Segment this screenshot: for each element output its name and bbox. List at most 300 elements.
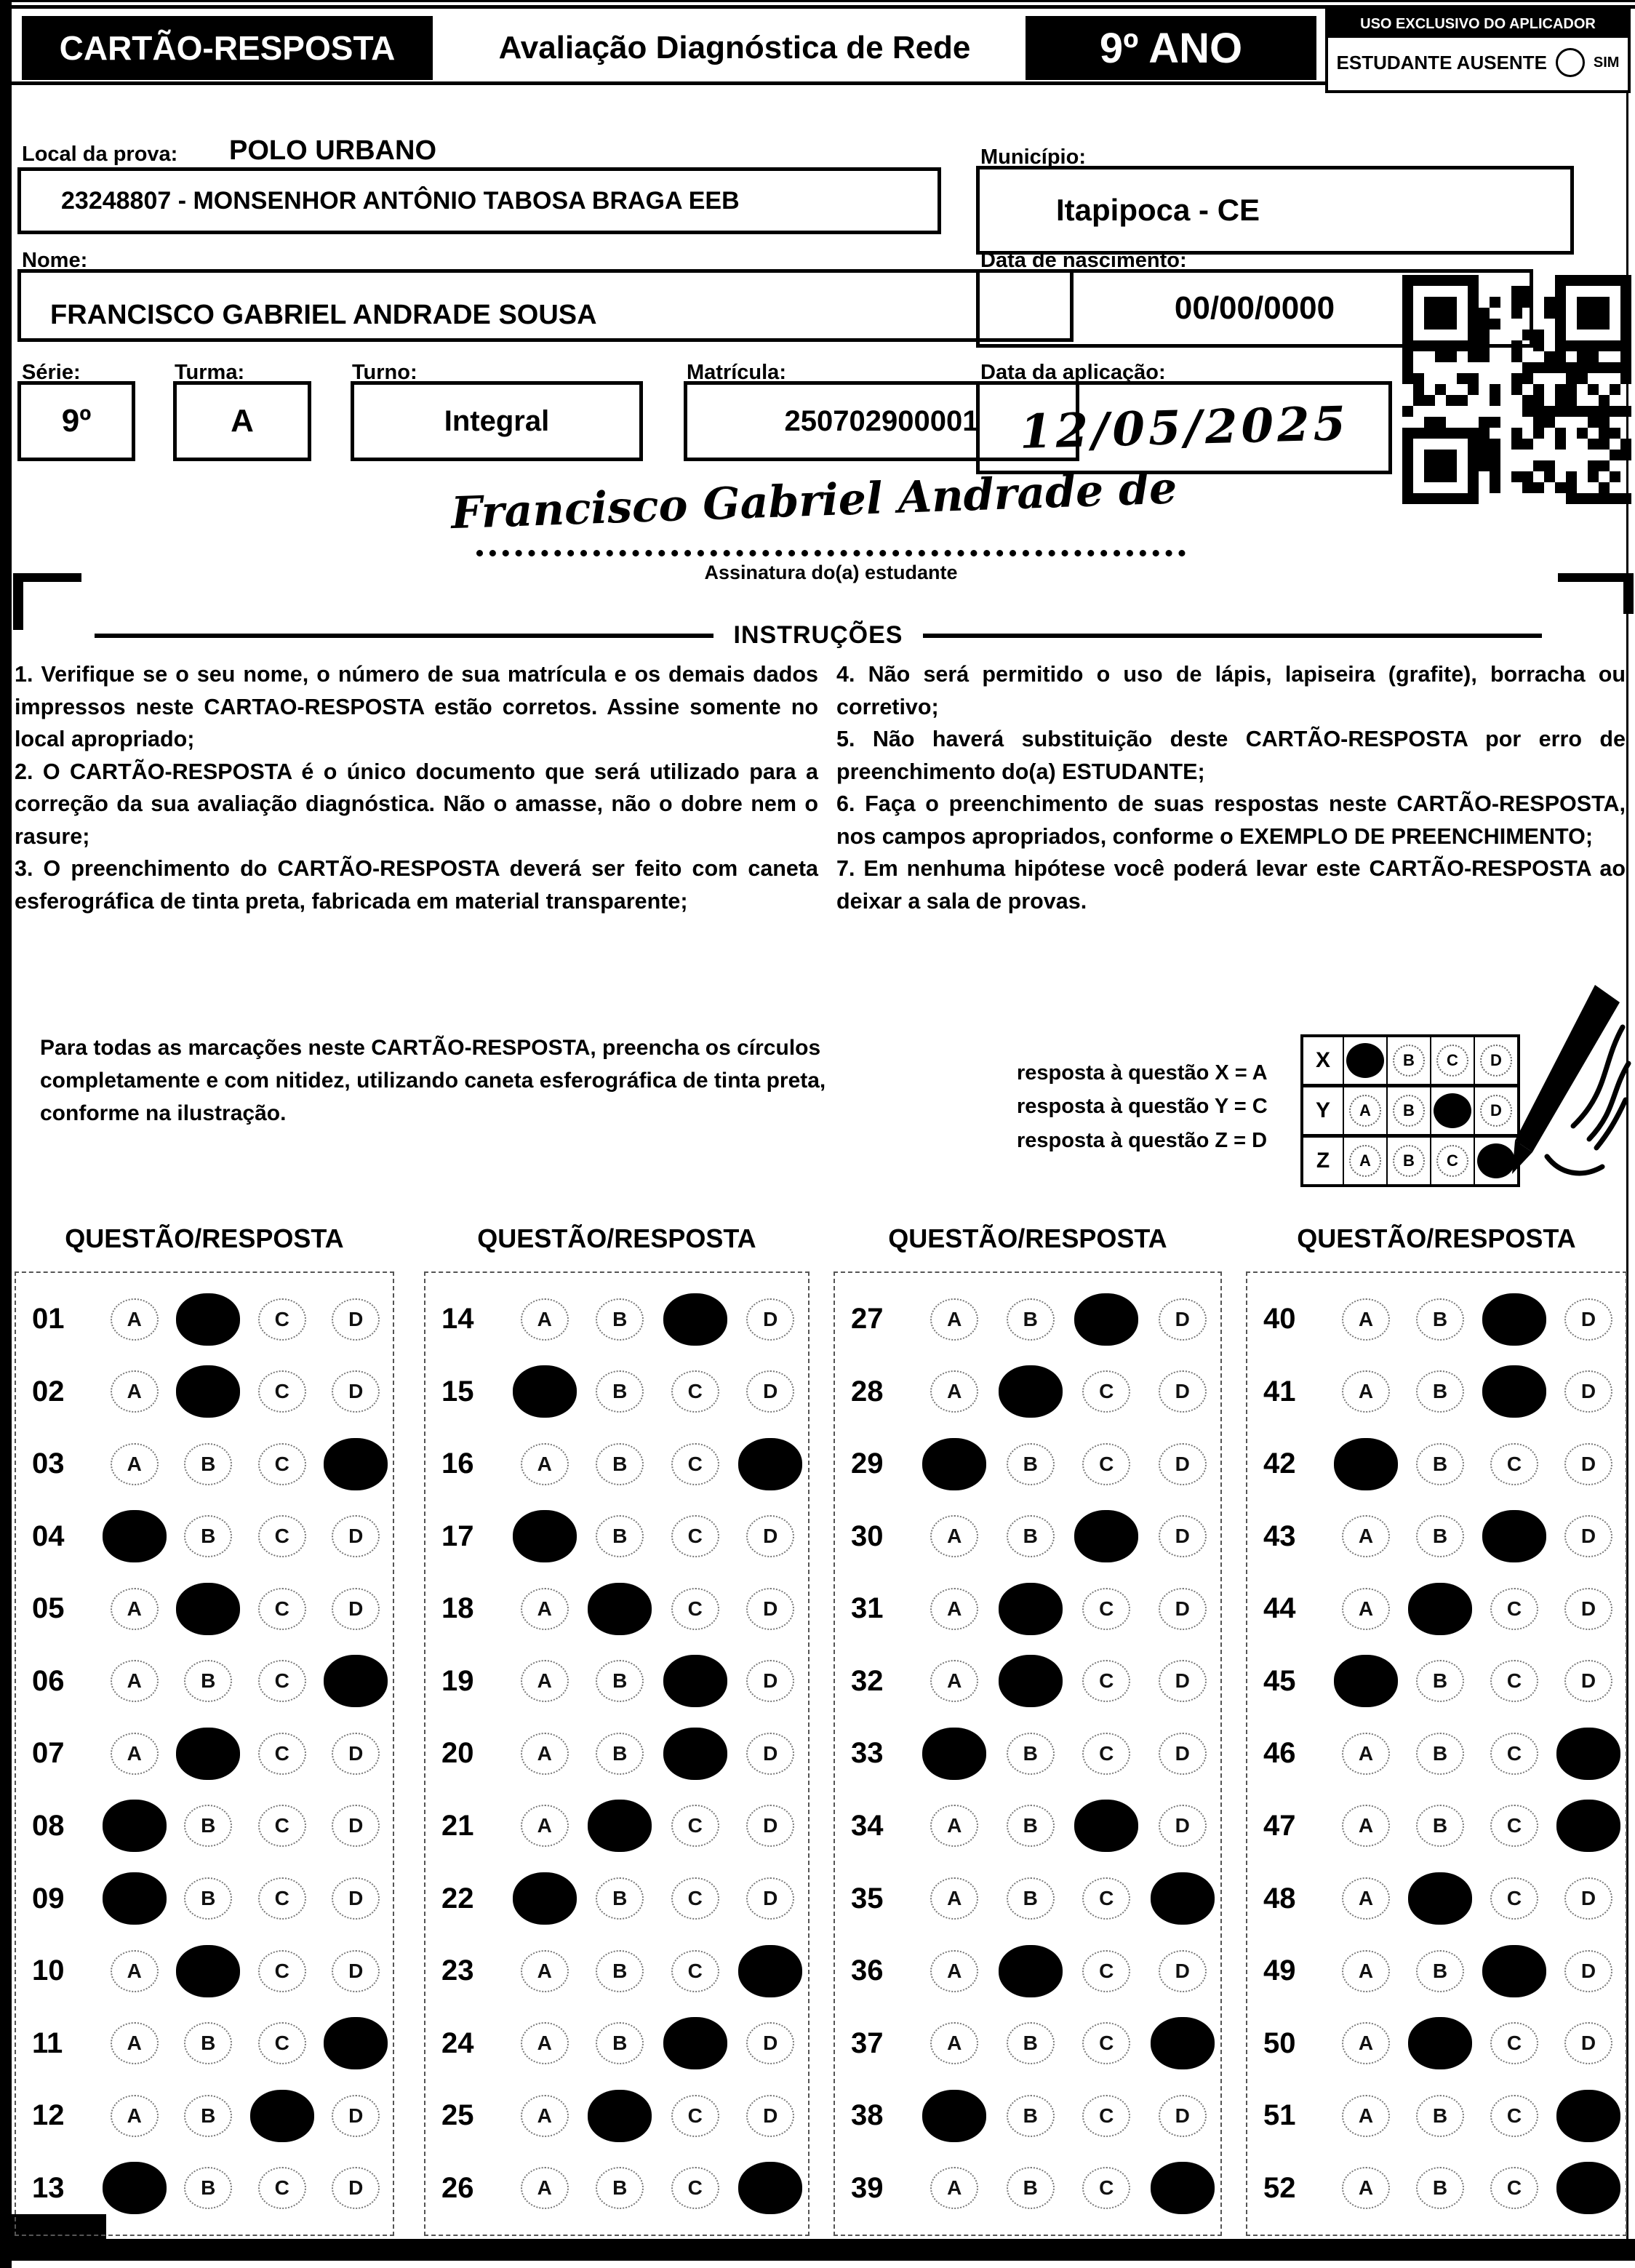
bubble-36-D[interactable]: D	[1159, 1950, 1207, 1992]
bubble-16-B[interactable]: B	[596, 1443, 644, 1485]
bubble-16-C[interactable]: C	[671, 1443, 719, 1485]
bubble-48-A[interactable]: A	[1342, 1877, 1390, 1920]
question-row	[425, 1293, 808, 1346]
example-bubble-X-B[interactable]: B	[1393, 1045, 1425, 1077]
bubble-01-A[interactable]: A	[111, 1298, 159, 1341]
bubble-01-C[interactable]: C	[258, 1298, 306, 1341]
bubble-07-B[interactable]	[176, 1728, 240, 1780]
municipio-value: Itapipoca - CE	[1056, 193, 1260, 227]
bubble-27-C[interactable]	[1074, 1293, 1138, 1346]
bubble-17-D[interactable]: D	[746, 1515, 794, 1557]
bubble-11-A[interactable]: A	[111, 2022, 159, 2064]
bubble-39-C[interactable]: C	[1082, 2167, 1130, 2209]
bubble-44-B[interactable]	[1408, 1583, 1472, 1635]
bubble-48-B[interactable]	[1408, 1872, 1472, 1925]
bubble-06-C[interactable]: C	[258, 1660, 306, 1702]
bubble-24-C[interactable]	[663, 2017, 727, 2069]
question-number: 51	[1263, 2099, 1296, 2132]
bubble-09-D[interactable]: D	[332, 1877, 380, 1920]
bubble-18-C[interactable]: C	[671, 1588, 719, 1630]
question-number: 43	[1263, 1520, 1296, 1552]
bubble-42-D[interactable]: D	[1564, 1443, 1612, 1485]
question-number: 45	[1263, 1664, 1296, 1697]
example-bubble-Y-C[interactable]	[1434, 1093, 1471, 1128]
question-number: 47	[1263, 1809, 1296, 1842]
bubble-03-D[interactable]	[324, 1438, 388, 1490]
bubble-33-B[interactable]: B	[1007, 1733, 1055, 1775]
bubble-38-B[interactable]: B	[1007, 2095, 1055, 2137]
bubble-52-C[interactable]: C	[1490, 2167, 1538, 2209]
bubble-46-B[interactable]: B	[1416, 1733, 1464, 1775]
question-row	[16, 1438, 393, 1490]
municipio-field	[976, 166, 1574, 255]
bubble-25-B[interactable]	[588, 2090, 652, 2142]
bubble-26-A[interactable]: A	[521, 2167, 569, 2209]
question-row	[16, 2017, 393, 2069]
bubble-21-D[interactable]: D	[746, 1805, 794, 1847]
bubble-03-A[interactable]: A	[111, 1443, 159, 1485]
bubble-50-D[interactable]: D	[1564, 2022, 1612, 2064]
example-caption-line: resposta à questão X = A	[1017, 1061, 1268, 1085]
question-row	[425, 1438, 808, 1490]
example-bubble-X-A[interactable]	[1346, 1043, 1384, 1078]
bubble-32-A[interactable]: A	[930, 1660, 978, 1702]
bubble-40-C[interactable]	[1482, 1293, 1546, 1346]
bubble-21-A[interactable]: A	[521, 1805, 569, 1847]
bubble-12-C[interactable]	[250, 2090, 314, 2142]
bubble-49-A[interactable]: A	[1342, 1950, 1390, 1992]
bubble-42-C[interactable]: C	[1490, 1443, 1538, 1485]
bubble-26-C[interactable]: C	[671, 2167, 719, 2209]
question-row	[425, 2162, 808, 2214]
bubble-13-C[interactable]: C	[258, 2167, 306, 2209]
header-rule	[12, 81, 1325, 85]
bubble-38-A[interactable]	[922, 2090, 986, 2142]
bubble-13-B[interactable]: B	[184, 2167, 232, 2209]
example-caption-line: resposta à questão Y = C	[1017, 1095, 1268, 1119]
left-edge-bar	[0, 0, 12, 2268]
bubble-13-D[interactable]: D	[332, 2167, 380, 2209]
bubble-07-C[interactable]: C	[258, 1733, 306, 1775]
bubble-43-B[interactable]: B	[1416, 1515, 1464, 1557]
bubble-42-A[interactable]	[1334, 1438, 1398, 1490]
example-question-label: Y	[1303, 1087, 1344, 1134]
bubble-15-B[interactable]: B	[596, 1370, 644, 1413]
bubble-15-C[interactable]: C	[671, 1370, 719, 1413]
bubble-10-D[interactable]: D	[332, 1950, 380, 1992]
bubble-09-C[interactable]: C	[258, 1877, 306, 1920]
bubble-14-C[interactable]	[663, 1293, 727, 1346]
answers-column-header: QUESTÃO/RESPOSTA	[65, 1223, 344, 1253]
question-row	[1247, 1438, 1626, 1490]
bubble-05-C[interactable]: C	[258, 1588, 306, 1630]
bubble-25-A[interactable]: A	[521, 2095, 569, 2137]
bubble-14-D[interactable]: D	[746, 1298, 794, 1341]
bubble-37-C[interactable]: C	[1082, 2022, 1130, 2064]
question-row	[425, 1365, 808, 1418]
bubble-11-D[interactable]	[324, 2017, 388, 2069]
question-row	[425, 1800, 808, 1852]
bubble-08-D[interactable]: D	[332, 1805, 380, 1847]
bubble-07-A[interactable]: A	[111, 1733, 159, 1775]
question-row	[1247, 1510, 1626, 1562]
absent-label: ESTUDANTE AUSENTE	[1336, 51, 1547, 73]
absent-bubble[interactable]	[1556, 48, 1585, 77]
example-bubble-Y-D[interactable]: D	[1480, 1095, 1512, 1127]
question-row	[425, 2090, 808, 2142]
question-number: 32	[851, 1664, 884, 1697]
example-bubble-Y-B[interactable]: B	[1393, 1095, 1425, 1127]
bubble-02-C[interactable]: C	[258, 1370, 306, 1413]
bubble-29-A[interactable]	[922, 1438, 986, 1490]
bubble-33-D[interactable]: D	[1159, 1733, 1207, 1775]
question-row	[835, 1438, 1220, 1490]
bubble-40-D[interactable]: D	[1564, 1298, 1612, 1341]
bubble-46-D[interactable]	[1556, 1728, 1620, 1780]
bubble-27-B[interactable]: B	[1007, 1298, 1055, 1341]
question-row	[425, 2017, 808, 2069]
bubble-32-B[interactable]	[999, 1655, 1063, 1707]
bubble-33-A[interactable]	[922, 1728, 986, 1780]
bubble-06-D[interactable]	[324, 1655, 388, 1707]
question-number: 11	[32, 2027, 63, 2059]
nome-label: Nome:	[22, 249, 88, 272]
bubble-23-D[interactable]	[738, 1945, 802, 1997]
bubble-37-A[interactable]: A	[930, 2022, 978, 2064]
question-number: 04	[32, 1520, 65, 1552]
question-number: 26	[441, 2171, 474, 2204]
question-row	[425, 1655, 808, 1707]
bubble-24-D[interactable]: D	[746, 2022, 794, 2064]
bubble-52-D[interactable]	[1556, 2162, 1620, 2214]
question-number: 31	[851, 1592, 884, 1625]
bubble-03-C[interactable]: C	[258, 1443, 306, 1485]
example-caption	[1017, 1056, 1268, 1157]
bubble-30-D[interactable]: D	[1159, 1515, 1207, 1557]
bubble-02-B[interactable]	[176, 1365, 240, 1418]
bubble-45-D[interactable]: D	[1564, 1660, 1612, 1702]
question-number: 40	[1263, 1303, 1296, 1335]
question-number: 37	[851, 2027, 884, 2059]
bubble-23-A[interactable]: A	[521, 1950, 569, 1992]
bubble-31-A[interactable]: A	[930, 1588, 978, 1630]
bubble-11-C[interactable]: C	[258, 2022, 306, 2064]
bubble-20-C[interactable]	[663, 1728, 727, 1780]
bubble-02-D[interactable]: D	[332, 1370, 380, 1413]
question-row	[16, 1583, 393, 1635]
bubble-08-B[interactable]: B	[184, 1805, 232, 1847]
instruction-item: 5. Não haverá substituição deste CARTÃO-RESPOSTA por erro de preenchimento do(a) ESTUDANTE;	[836, 727, 1626, 784]
bubble-29-B[interactable]: B	[1007, 1443, 1055, 1485]
bubble-49-C[interactable]	[1482, 1945, 1546, 1997]
question-number: 19	[441, 1664, 474, 1697]
bubble-27-A[interactable]: A	[930, 1298, 978, 1341]
bubble-31-D[interactable]: D	[1159, 1588, 1207, 1630]
bubble-18-A[interactable]: A	[521, 1588, 569, 1630]
bubble-19-D[interactable]: D	[746, 1660, 794, 1702]
bubble-41-A[interactable]: A	[1342, 1370, 1390, 1413]
bubble-04-D[interactable]: D	[332, 1515, 380, 1557]
bubble-41-D[interactable]: D	[1564, 1370, 1612, 1413]
question-number: 02	[32, 1375, 65, 1407]
bubble-28-B[interactable]	[999, 1365, 1063, 1418]
bubble-50-B[interactable]	[1408, 2017, 1472, 2069]
example-cell	[1431, 1037, 1475, 1084]
bubble-26-B[interactable]: B	[596, 2167, 644, 2209]
bubble-13-A[interactable]	[103, 2162, 167, 2214]
question-number: 18	[441, 1592, 474, 1625]
bubble-41-C[interactable]	[1482, 1365, 1546, 1418]
bubble-46-A[interactable]: A	[1342, 1733, 1390, 1775]
bubble-38-D[interactable]: D	[1159, 2095, 1207, 2137]
turno-field	[351, 381, 643, 461]
bubble-23-C[interactable]: C	[671, 1950, 719, 1992]
bubble-19-C[interactable]	[663, 1655, 727, 1707]
bubble-22-C[interactable]: C	[671, 1877, 719, 1920]
bubble-22-B[interactable]: B	[596, 1877, 644, 1920]
bubble-39-D[interactable]	[1151, 2162, 1215, 2214]
question-row	[1247, 1365, 1626, 1418]
bubble-31-B[interactable]	[999, 1583, 1063, 1635]
question-number: 41	[1263, 1375, 1296, 1407]
question-number: 08	[32, 1809, 65, 1842]
bubble-28-A[interactable]: A	[930, 1370, 978, 1413]
bubble-34-D[interactable]: D	[1159, 1805, 1207, 1847]
bubble-25-D[interactable]: D	[746, 2095, 794, 2137]
bubble-48-D[interactable]: D	[1564, 1877, 1612, 1920]
example-bubble-X-C[interactable]: C	[1436, 1045, 1468, 1077]
nome-value: FRANCISCO GABRIEL ANDRADE SOUSA	[50, 300, 597, 330]
signature-handwritten: Francisco Gabriel Andrade de	[450, 463, 1178, 540]
turma-value: A	[231, 403, 254, 439]
example-bubble-Z-A[interactable]: A	[1349, 1145, 1381, 1177]
bubble-01-B[interactable]	[176, 1293, 240, 1346]
bubble-20-A[interactable]: A	[521, 1733, 569, 1775]
example-bubble-Y-A[interactable]: A	[1349, 1095, 1381, 1127]
bubble-15-A[interactable]	[513, 1365, 577, 1418]
bubble-20-B[interactable]: B	[596, 1733, 644, 1775]
bubble-06-B[interactable]: B	[184, 1660, 232, 1702]
bubble-51-C[interactable]: C	[1490, 2095, 1538, 2137]
question-row	[16, 1365, 393, 1418]
bubble-10-B[interactable]	[176, 1945, 240, 1997]
bubble-21-C[interactable]: C	[671, 1805, 719, 1847]
question-number: 01	[32, 1303, 65, 1335]
bubble-02-A[interactable]: A	[111, 1370, 159, 1413]
bubble-44-C[interactable]: C	[1490, 1588, 1538, 1630]
bubble-28-D[interactable]: D	[1159, 1370, 1207, 1413]
bubble-45-C[interactable]: C	[1490, 1660, 1538, 1702]
answers-column	[1246, 1271, 1627, 2236]
bubble-17-B[interactable]: B	[596, 1515, 644, 1557]
bubble-35-B[interactable]: B	[1007, 1877, 1055, 1920]
bubble-47-C[interactable]: C	[1490, 1805, 1538, 1847]
bubble-30-C[interactable]	[1074, 1510, 1138, 1562]
example-cell	[1388, 1037, 1431, 1084]
bubble-07-D[interactable]: D	[332, 1733, 380, 1775]
example-cell	[1344, 1138, 1388, 1184]
bubble-44-D[interactable]: D	[1564, 1588, 1612, 1630]
question-row	[425, 1510, 808, 1562]
serie-label: Série:	[22, 361, 81, 384]
bubble-45-A[interactable]	[1334, 1655, 1398, 1707]
bubble-03-B[interactable]: B	[184, 1443, 232, 1485]
bubble-20-D[interactable]: D	[746, 1733, 794, 1775]
bubble-22-D[interactable]: D	[746, 1877, 794, 1920]
bubble-12-B[interactable]: B	[184, 2095, 232, 2137]
bubble-10-C[interactable]: C	[258, 1950, 306, 1992]
example-bubble-Z-B[interactable]: B	[1393, 1145, 1425, 1177]
bubble-36-A[interactable]: A	[930, 1950, 978, 1992]
question-number: 24	[441, 2027, 474, 2059]
bubble-39-B[interactable]: B	[1007, 2167, 1055, 2209]
exam-title: Avaliação Diagnóstica de Rede	[498, 30, 971, 65]
grade-badge: 9º ANO	[1026, 16, 1316, 80]
bubble-35-C[interactable]: C	[1082, 1877, 1130, 1920]
bubble-15-D[interactable]: D	[746, 1370, 794, 1413]
bubble-12-D[interactable]: D	[332, 2095, 380, 2137]
local-label: Local da prova:	[22, 143, 178, 166]
bubble-04-B[interactable]: B	[184, 1515, 232, 1557]
bubble-06-A[interactable]: A	[111, 1660, 159, 1702]
bubble-35-D[interactable]	[1151, 1872, 1215, 1925]
answers-column	[15, 1271, 394, 2236]
answers-column	[424, 1271, 809, 2236]
card-title: CARTÃO-RESPOSTA	[22, 16, 433, 80]
bubble-04-A[interactable]	[103, 1510, 167, 1562]
bubble-05-D[interactable]: D	[332, 1588, 380, 1630]
bubble-18-B[interactable]	[588, 1583, 652, 1635]
question-row	[1247, 2017, 1626, 2069]
bubble-46-C[interactable]: C	[1490, 1733, 1538, 1775]
example-bubble-Z-C[interactable]: C	[1436, 1145, 1468, 1177]
bubble-12-A[interactable]: A	[111, 2095, 159, 2137]
bubble-50-A[interactable]: A	[1342, 2022, 1390, 2064]
bubble-50-C[interactable]: C	[1490, 2022, 1538, 2064]
bubble-30-B[interactable]: B	[1007, 1515, 1055, 1557]
instruction-item: 2. O CARTÃO-RESPOSTA é o único documento que será utilizado para a correção da sua avaliação diagnóstica. Não o amasse, não o dobre nem o rasure;	[15, 759, 818, 849]
bubble-11-B[interactable]: B	[184, 2022, 232, 2064]
question-number: 36	[851, 1954, 884, 1987]
bubble-01-D[interactable]: D	[332, 1298, 380, 1341]
bubble-52-B[interactable]: B	[1416, 2167, 1464, 2209]
divider-line-left	[95, 634, 713, 638]
signature-line[interactable]	[476, 509, 1186, 556]
bubble-04-C[interactable]: C	[258, 1515, 306, 1557]
bubble-49-D[interactable]: D	[1564, 1950, 1612, 1992]
bubble-16-D[interactable]	[738, 1438, 802, 1490]
bubble-32-C[interactable]: C	[1082, 1660, 1130, 1702]
bubble-35-A[interactable]: A	[930, 1877, 978, 1920]
bubble-37-D[interactable]	[1151, 2017, 1215, 2069]
bubble-09-B[interactable]: B	[184, 1877, 232, 1920]
bubble-39-A[interactable]: A	[930, 2167, 978, 2209]
bubble-05-A[interactable]: A	[111, 1588, 159, 1630]
bubble-41-B[interactable]: B	[1416, 1370, 1464, 1413]
bubble-08-C[interactable]: C	[258, 1805, 306, 1847]
bubble-51-B[interactable]: B	[1416, 2095, 1464, 2137]
bubble-08-A[interactable]	[103, 1800, 167, 1852]
bubble-44-A[interactable]: A	[1342, 1588, 1390, 1630]
bubble-18-D[interactable]: D	[746, 1588, 794, 1630]
bubble-49-B[interactable]: B	[1416, 1950, 1464, 1992]
turno-label: Turno:	[352, 361, 417, 384]
bubble-32-D[interactable]: D	[1159, 1660, 1207, 1702]
bubble-05-B[interactable]	[176, 1583, 240, 1635]
bubble-34-A[interactable]: A	[930, 1805, 978, 1847]
bubble-31-C[interactable]: C	[1082, 1588, 1130, 1630]
bubble-42-B[interactable]: B	[1416, 1443, 1464, 1485]
bubble-09-A[interactable]	[103, 1872, 167, 1925]
signature-caption: Assinatura do(a) estudante	[704, 562, 958, 583]
question-row	[16, 1293, 393, 1346]
bubble-26-D[interactable]	[738, 2162, 802, 2214]
bubble-21-B[interactable]	[588, 1800, 652, 1852]
bubble-16-A[interactable]: A	[521, 1443, 569, 1485]
question-row	[835, 1365, 1220, 1418]
bubble-23-B[interactable]: B	[596, 1950, 644, 1992]
bubble-30-A[interactable]: A	[930, 1515, 978, 1557]
serie-field	[17, 381, 135, 461]
bubble-43-A[interactable]: A	[1342, 1515, 1390, 1557]
bubble-40-B[interactable]: B	[1416, 1298, 1464, 1341]
bubble-51-A[interactable]: A	[1342, 2095, 1390, 2137]
bubble-19-B[interactable]: B	[596, 1660, 644, 1702]
bubble-29-C[interactable]: C	[1082, 1443, 1130, 1485]
bubble-33-C[interactable]: C	[1082, 1733, 1130, 1775]
example-caption-line: resposta à questão Z = D	[1017, 1128, 1268, 1152]
bubble-45-B[interactable]: B	[1416, 1660, 1464, 1702]
bubble-14-A[interactable]: A	[521, 1298, 569, 1341]
bubble-17-C[interactable]: C	[671, 1515, 719, 1557]
bubble-24-B[interactable]: B	[596, 2022, 644, 2064]
bubble-36-B[interactable]	[999, 1945, 1063, 1997]
bubble-34-B[interactable]: B	[1007, 1805, 1055, 1847]
bubble-48-C[interactable]: C	[1490, 1877, 1538, 1920]
bubble-43-C[interactable]	[1482, 1510, 1546, 1562]
applicator-box	[1325, 7, 1631, 93]
bubble-34-C[interactable]	[1074, 1800, 1138, 1852]
bubble-10-A[interactable]: A	[111, 1950, 159, 1992]
question-row	[1247, 2162, 1626, 2214]
bubble-29-D[interactable]: D	[1159, 1443, 1207, 1485]
bubble-28-C[interactable]: C	[1082, 1370, 1130, 1413]
bubble-40-A[interactable]: A	[1342, 1298, 1390, 1341]
municipio-label: Município:	[980, 145, 1086, 169]
bubble-36-C[interactable]: C	[1082, 1950, 1130, 1992]
question-row	[16, 2090, 393, 2142]
bubble-38-C[interactable]: C	[1082, 2095, 1130, 2137]
bubble-47-D[interactable]	[1556, 1800, 1620, 1852]
bubble-14-B[interactable]: B	[596, 1298, 644, 1341]
bubble-52-A[interactable]: A	[1342, 2167, 1390, 2209]
bubble-47-A[interactable]: A	[1342, 1805, 1390, 1847]
bubble-47-B[interactable]: B	[1416, 1805, 1464, 1847]
bubble-24-A[interactable]: A	[521, 2022, 569, 2064]
example-bubble-X-D[interactable]: D	[1480, 1045, 1512, 1077]
bubble-19-A[interactable]: A	[521, 1660, 569, 1702]
bubble-43-D[interactable]: D	[1564, 1515, 1612, 1557]
bubble-17-A[interactable]	[513, 1510, 577, 1562]
bubble-22-A[interactable]	[513, 1872, 577, 1925]
question-number: 21	[441, 1809, 474, 1842]
bubble-51-D[interactable]	[1556, 2090, 1620, 2142]
bubble-25-C[interactable]: C	[671, 2095, 719, 2137]
bubble-27-D[interactable]: D	[1159, 1298, 1207, 1341]
example-cell	[1388, 1138, 1431, 1184]
question-row	[835, 1510, 1220, 1562]
bubble-37-B[interactable]: B	[1007, 2022, 1055, 2064]
